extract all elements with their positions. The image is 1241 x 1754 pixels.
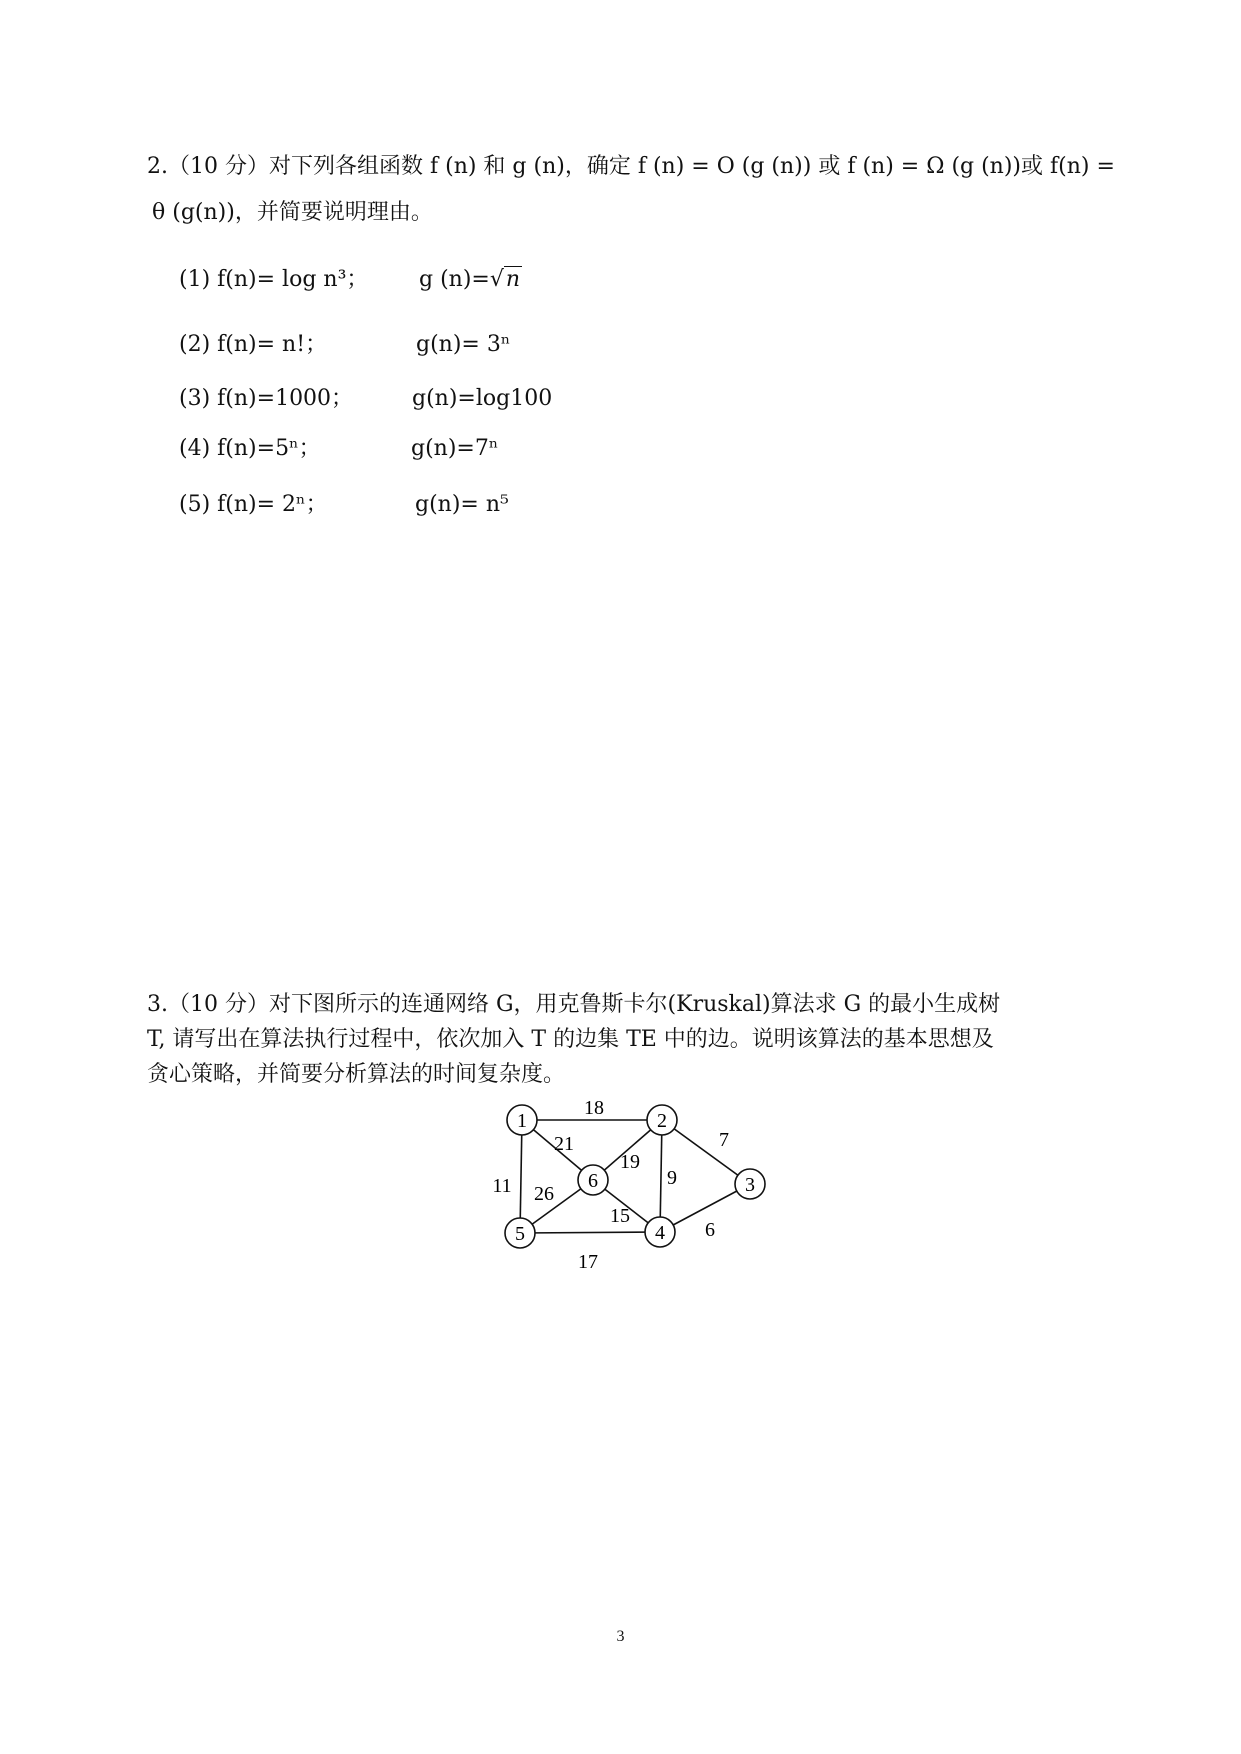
q2-item-4-g: g(n)=7ⁿ: [411, 436, 499, 461]
edge-weight-1-2: 18: [584, 1097, 604, 1119]
q3-prompt-line-1: 3.（10 分）对下图所示的连通网络 G，用克鲁斯卡尔(Kruskal)算法求 G 的最小生成树: [147, 992, 1001, 1017]
network-graph: [480, 1090, 780, 1280]
q3-prompt-line-2: T, 请写出在算法执行过程中，依次加入 T 的边集 TE 中的边。说明该算法的基本思想及: [147, 1027, 994, 1052]
sqrt-symbol: √: [489, 267, 504, 292]
q2-item-3-g: g(n)=log100: [412, 386, 553, 411]
q2-prompt-line-2: θ (g(n))，并简要说明理由。: [152, 200, 433, 225]
q2-item-3-f: (3) f(n)=1000；: [179, 386, 354, 411]
node-3-label: 3: [745, 1174, 755, 1196]
node-2-label: 2: [657, 1110, 667, 1132]
q2-item-1-f: (1) f(n)= log n³；: [179, 267, 369, 292]
page-number: 3: [616, 1628, 625, 1645]
edge-weight-2-4: 9: [667, 1167, 677, 1189]
q2-item-1-g: [419, 265, 522, 295]
edge-weight-2-3: 7: [719, 1129, 729, 1151]
sqrt-expression: [490, 265, 522, 295]
edge-1-5: [520, 1120, 522, 1233]
edge-weight-2-6: 19: [620, 1151, 640, 1173]
edge-2-4: [660, 1120, 662, 1232]
q2-prompt-line-1: 2.（10 分）对下列各组函数 f (n) 和 g (n)，确定 f (n) = O (g (n)) 或 f (n) = Ω (g (n))或 f(n) =: [147, 154, 1115, 179]
edge-weight-6-4: 15: [610, 1205, 630, 1227]
edge-weight-1-6: 21: [554, 1133, 574, 1155]
q2-item-1-g-prefix: g (n)=: [419, 267, 490, 292]
edge-weight-4-3: 6: [705, 1219, 715, 1241]
node-4-label: 4: [655, 1222, 665, 1244]
q2-item-5-g: g(n)= n⁵: [415, 492, 509, 517]
edge-5-4: [520, 1232, 660, 1233]
node-5-label: 5: [515, 1223, 525, 1245]
q2-item-5-f: (5) f(n)= 2ⁿ；: [179, 492, 328, 517]
sqrt-argument: n: [505, 267, 521, 292]
node-1-label: 1: [517, 1110, 527, 1132]
node-6-label: 6: [588, 1170, 598, 1192]
q3-prompt-line-3: 贪心策略，并简要分析算法的时间复杂度。: [147, 1062, 566, 1087]
edge-weight-1-5: 11: [492, 1175, 512, 1197]
q2-item-2-f: (2) f(n)= n!；: [179, 332, 328, 357]
q2-item-4-f: (4) f(n)=5ⁿ；: [179, 436, 321, 461]
edge-weight-5-4: 17: [578, 1251, 598, 1273]
edge-weight-6-5: 26: [534, 1183, 554, 1205]
q2-item-2-g: g(n)= 3ⁿ: [416, 332, 511, 357]
